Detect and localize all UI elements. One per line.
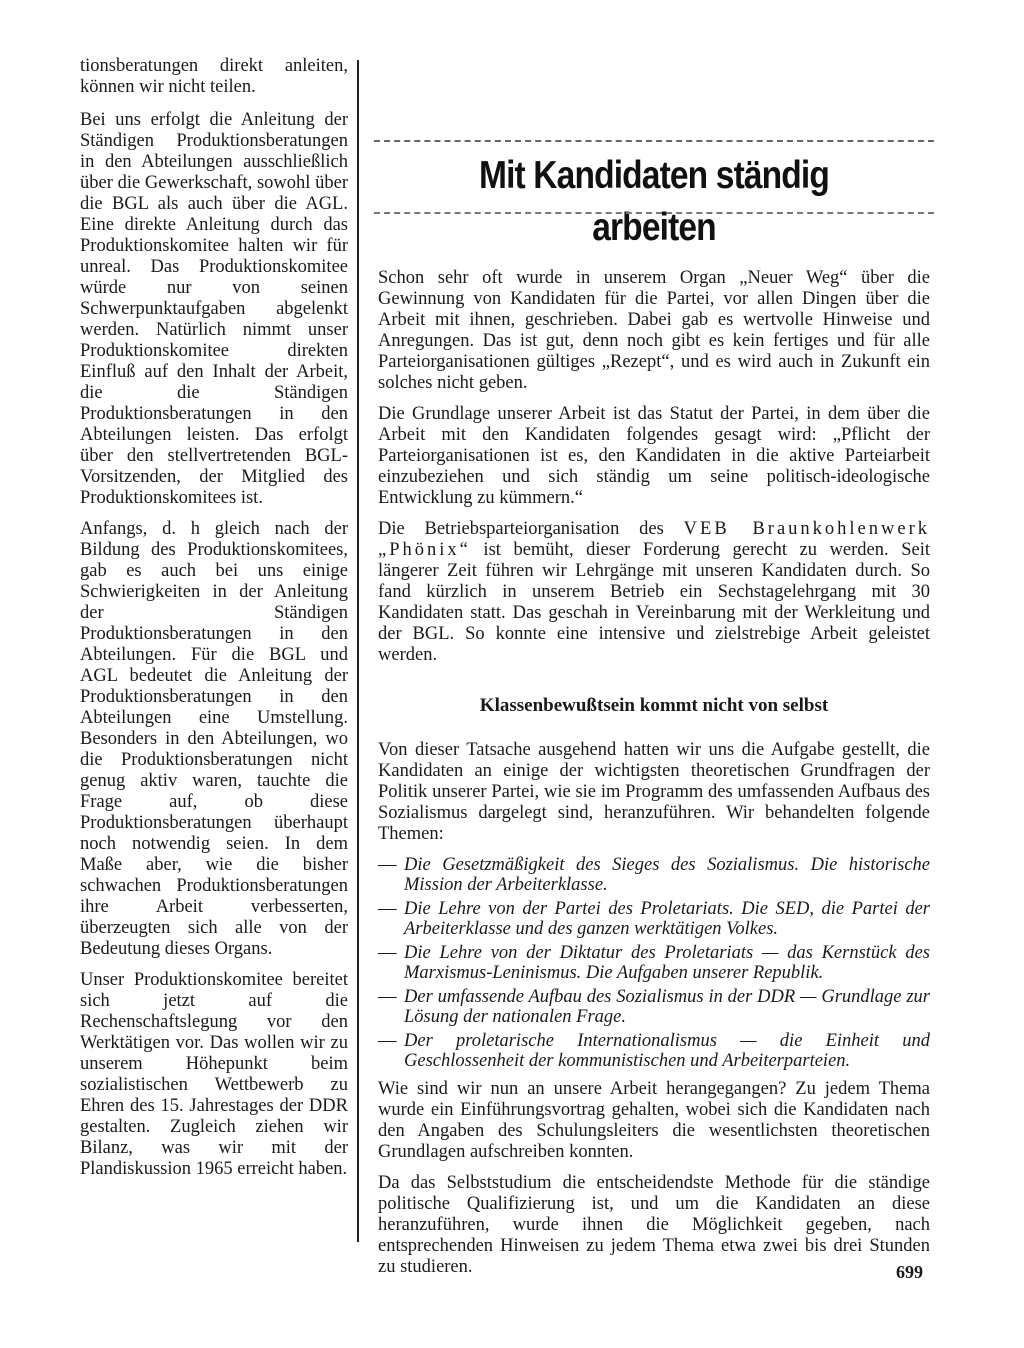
dash-marker: — (378, 899, 397, 919)
article-title: Mit Kandidaten ständig arbeiten (478, 154, 830, 249)
theme-text: Die Gesetzmäßigkeit des Sieges des Sozialismus. Die historische Mission der Arbeiterklasse. (404, 855, 930, 895)
theme-text: Die Lehre von der Partei des Proletariats. Die SED, die Partei der Arbeiterklasse und des ganzen werktätigen Volkes. (404, 899, 930, 939)
theme-item (378, 987, 930, 1027)
article-body (378, 268, 930, 1288)
theme-text: Der umfassende Aufbau des Sozialismus in der DDR — Grundlage zur Lösung der nationalen Frage. (404, 987, 930, 1027)
left-paragraph: tionsberatungen direkt anleiten, können wir nicht teilen. (80, 56, 348, 97)
article-paragraph: Wie sind wir nun an unsere Arbeit herangegangen? Zu jedem Thema wurde ein Einführungsvortrag gehalten, wobei sich die Kandidaten nach den Angaben des Schulungsleiters die wesentlichsten theoretischen Grundlagen aufschreiben konnten. (378, 1079, 930, 1162)
paragraph-text-end: ist bemüht, dieser Forderung gerecht zu werden. Seit längerer Zeit führen wir Lehrgänge mit unseren Kandidaten durch. So fand kürzlich in unserem Betrieb ein Sechstagelehrgang mit 30 Kandidaten statt. Das geschah in Vereinbarung mit der Werkleitung und der BGL. So konnte eine intensive und zielstrebige Arbeit geleistet werden. (378, 540, 930, 665)
dash-marker: — (378, 987, 397, 1007)
company-name: VEB Braunkohlenwerk „Phönix“ (378, 519, 930, 560)
paragraph-text-start: Die Betriebsparteiorganisation des (378, 519, 684, 539)
section-heading: Klassenbewußtsein kommt nicht von selbst (479, 695, 829, 716)
title-rule-top (374, 140, 934, 142)
theme-item (378, 1031, 930, 1071)
article-paragraph: Schon sehr oft wurde in unserem Organ „Neuer Weg“ über die Gewinnung von Kandidaten für die Partei, vor allen Dingen über die Arbeit mit ihnen, geschrieben. Dabei gab es wertvolle Hinweise und Anregungen. Das ist gut, denn noch gibt es kein fertiges und für alle Parteiorganisationen gültiges „Rezept“, und es wird auch in Zukunft ein solches nicht geben. (378, 268, 930, 393)
theme-item (378, 855, 930, 895)
dash-marker: — (378, 855, 397, 875)
dash-marker: — (378, 943, 397, 963)
article-paragraph: Die Grundlage unserer Arbeit ist das Statut der Partei, in dem über die Arbeit mit den Kandidaten folgendes gesagt wird: „Pflicht der Parteiorganisationen ist es, den Kandidaten in die aktive Parteiarbeit einzubeziehen und sich ständig um seine politisch-ideologische Entwicklung zu kümmern.“ (378, 404, 930, 508)
left-column (80, 56, 348, 1190)
left-paragraph: Unser Produktionskomitee bereitet sich jetzt auf die Rechenschaftslegung vor den Werktätigen vor. Das wollen wir zu unserem Höhepunkt beim sozialistischen Wettbewerb zu Ehren des 15. Jahrestages der DDR gestalten. Zugleich ziehen wir Bilanz, was wir mit der Plandiskussion 1965 erreicht haben. (80, 970, 348, 1179)
theme-item (378, 899, 930, 939)
dash-marker: — (378, 1031, 397, 1051)
left-paragraph: Anfangs, d. h gleich nach der Bildung des Produktionskomitees, gab es auch bei uns einige Schwierigkeiten in der Anleitung der Ständigen Produktionsberatungen in den Abteilungen. Für die BGL und AGL bedeutet die Anleitung der Produktionsberatungen in den Abteilungen eine Umstellung. Besonders in den Abteilungen, wo die Produktionsberatungen nicht genug aktiv waren, tauchte die Frage auf, ob diese Produktionsberatungen überhaupt noch notwendig seien. In dem Maße aber, wie die bisher schwachen Produktionsberatungen ihre Arbeit verbesserten, überzeugten sich alle von der Bedeutung dieses Organs. (80, 519, 348, 959)
article-paragraph (378, 519, 930, 666)
theme-text: Die Lehre von der Diktatur des Proletariats — das Kernstück des Marxismus-Leninismus. Die Aufgaben unserer Republik. (404, 943, 930, 983)
left-paragraph: Bei uns erfolgt die Anleitung der Ständigen Produktionsberatungen in den Abteilungen ausschließlich über die Gewerkschaft, sowohl über die BGL als auch über die AGL. Eine direkte Anleitung durch das Produktionskomitee halten wir für unreal. Das Produktionskomitee würde nur von seinen Schwerpunktaufgaben abgelenkt werden. Natürlich nimmt unser Produktionskomitee direkten Einfluß auf den Inhalt der Arbeit, die die Ständigen Produktionsberatungen in den Abteilungen leisten. Das erfolgt über den stellvertretenden BGL-Vorsitzenden, der Mitglied des Produktionskomitees ist. (80, 110, 348, 508)
theme-text: Der proletarische Internationalismus — die Einheit und Geschlossenheit der kommunistischen und Arbeiterparteien. (404, 1031, 930, 1071)
theme-item (378, 943, 930, 983)
page-number: 699 (896, 1262, 923, 1282)
article-paragraph: Da das Selbststudium die entscheidendste Methode für die ständige politische Qualifizierung ist, und um die Kandidaten an diese heranzuführen, wurde ihnen die Möglichkeit gegeben, nach entsprechenden Hinweisen zu jedem Thema etwa zwei bis drei Stunden zu studieren. (378, 1173, 930, 1277)
title-rule-bottom (374, 212, 934, 214)
themes-list (378, 855, 930, 1071)
article-paragraph: Von dieser Tatsache ausgehend hatten wir uns die Aufgabe gestellt, die Kandidaten an einige der wichtigsten theoretischen Grundfragen der Politik unserer Partei, wie sie im Programm des umfassenden Aufbaus des Sozialismus dargelegt sind, heranzuführen. Wir behandelten folgende Themen: (378, 740, 930, 844)
column-divider (357, 60, 359, 1242)
